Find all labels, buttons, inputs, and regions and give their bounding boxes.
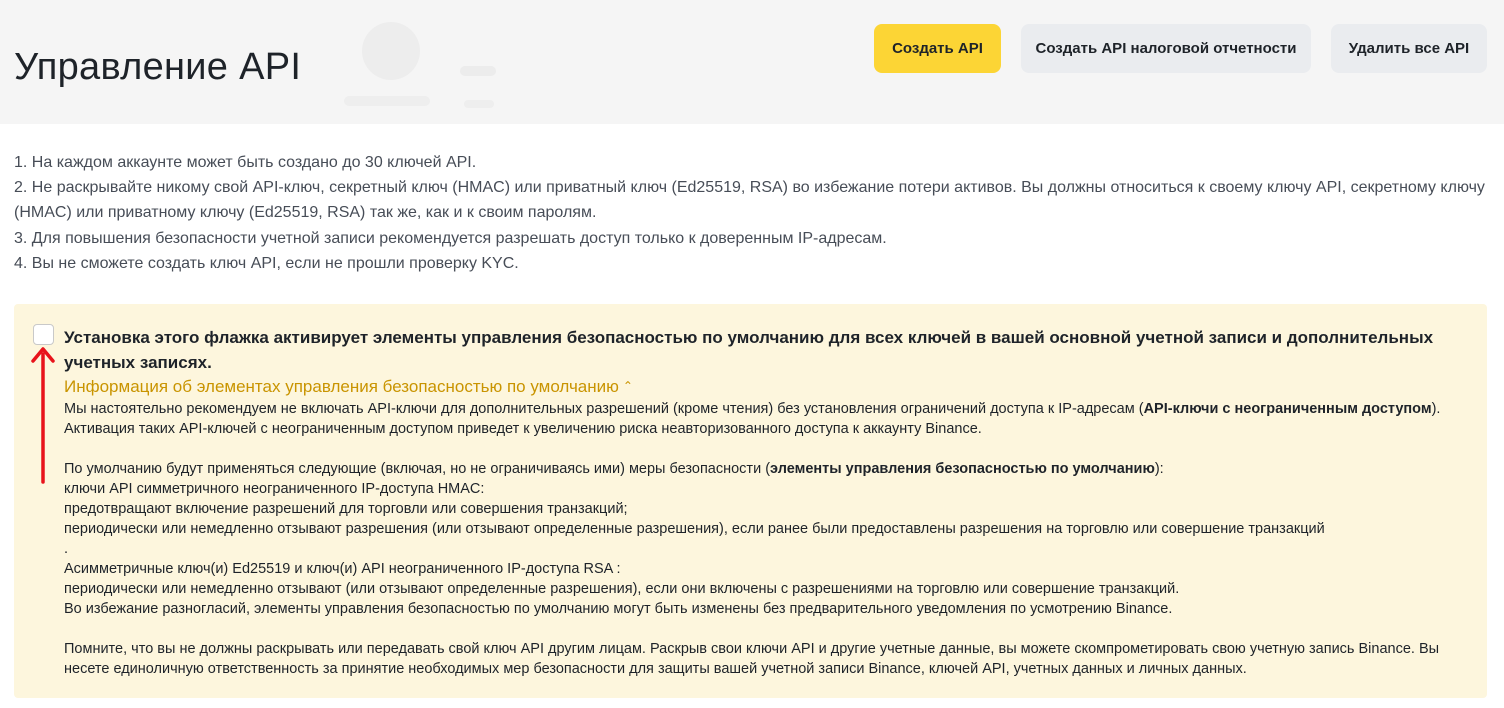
- security-info-toggle[interactable]: [64, 377, 633, 397]
- delete-all-api-button[interactable]: Удалить все API: [1331, 24, 1487, 73]
- security-info-toggle-label: Информация об элементах управления безопасностью по умолчанию: [64, 377, 619, 396]
- create-api-button[interactable]: Создать API: [874, 24, 1001, 73]
- body-line: Асимметричные ключ(и) Ed25519 и ключ(и) API неограниченного IP-доступа RSA :: [64, 561, 621, 577]
- avatar-placeholder: [362, 22, 420, 80]
- default-security-checkbox[interactable]: [33, 324, 54, 345]
- body-line: .: [64, 541, 69, 557]
- security-panel-heading: Установка этого флажка активирует элементы управления безопасностью по умолчанию для всех ключей в вашей основной учетной записи и дополнительных учетных записях.: [64, 328, 1434, 372]
- create-tax-api-button[interactable]: Создать API налоговой отчетности: [1021, 24, 1311, 73]
- body-line: периодически или немедленно отзывают (или отзывают определенные разрешения), если они включены с разрешениями на торговлю или совершение транзакций.: [64, 581, 1180, 597]
- paragraph: Мы настоятельно рекомендуем не включать API-ключи для дополнительных разрешений (кроме чтения) без установления ограничений доступа к IP-адресам (API-ключи с неограниченным доступом). Активация таких API-ключей с неограниченным доступом приведет к увеличению риска неавторизованного доступа к аккаунту Binance.: [64, 401, 1441, 437]
- body-line: предотвращают включение разрешений для торговли или совершения транзакций;: [64, 501, 628, 517]
- chevron-up-icon: ⌃: [622, 379, 633, 393]
- note-item: 2. Не раскрывайте никому свой API-ключ, секретный ключ (HMAC) или приватный ключ (Ed25519, RSA) во избежание потери активов. Вы должны относиться к своему ключу API, секретному ключу (HMAC) или приватному ключу (Ed25519, RSA) так же, как и к своим паролям.: [14, 179, 1485, 222]
- body-line: Во избежание разногласий, элементы управления безопасностью по умолчанию могут быть изменены без предварительного уведомления по усмотрению Binance.: [64, 601, 1173, 617]
- page-title: Управление API: [14, 46, 302, 88]
- paragraph: Помните, что вы не должны раскрывать или передавать свой ключ API другим лицам. Раскрыв свои ключи API и другие учетные данные, вы можете скомпрометировать свою учетную запись Binance. Вы несете единоличную ответственность за принятие необходимых мер безопасности для защиты вашей учетной записи Binance, ключей API, учетных данных и личных данных.: [64, 641, 1440, 677]
- note-item: 3. Для повышения безопасности учетной записи рекомендуется разрешать доступ только к доверенным IP-адресам.: [14, 229, 887, 247]
- body-line: периодически или немедленно отзывают разрешения (или отзывают определенные разрешения), если ранее были предоставлены разрешения на торговлю или совершение транзакций: [64, 521, 1325, 537]
- paragraph: По умолчанию будут применяться следующие (включая, но не ограничиваясь ими) меры безопасности (элементы управления безопасностью по умолчанию):: [64, 461, 1164, 477]
- placeholder-bar: [344, 96, 430, 106]
- arrow-up-icon: [30, 344, 56, 484]
- placeholder-bar: [460, 66, 496, 76]
- security-panel-body: [64, 399, 1464, 679]
- api-notes: [14, 150, 1494, 276]
- page-header: [0, 0, 1504, 124]
- body-line: ключи API симметричного неограниченного IP-доступа HMAC:: [64, 481, 485, 497]
- note-item: 1. На каждом аккаунте может быть создано до 30 ключей API.: [14, 154, 477, 171]
- placeholder-bar: [464, 100, 494, 108]
- note-item: 4. Вы не сможете создать ключ API, если не прошли проверку KYC.: [14, 254, 519, 272]
